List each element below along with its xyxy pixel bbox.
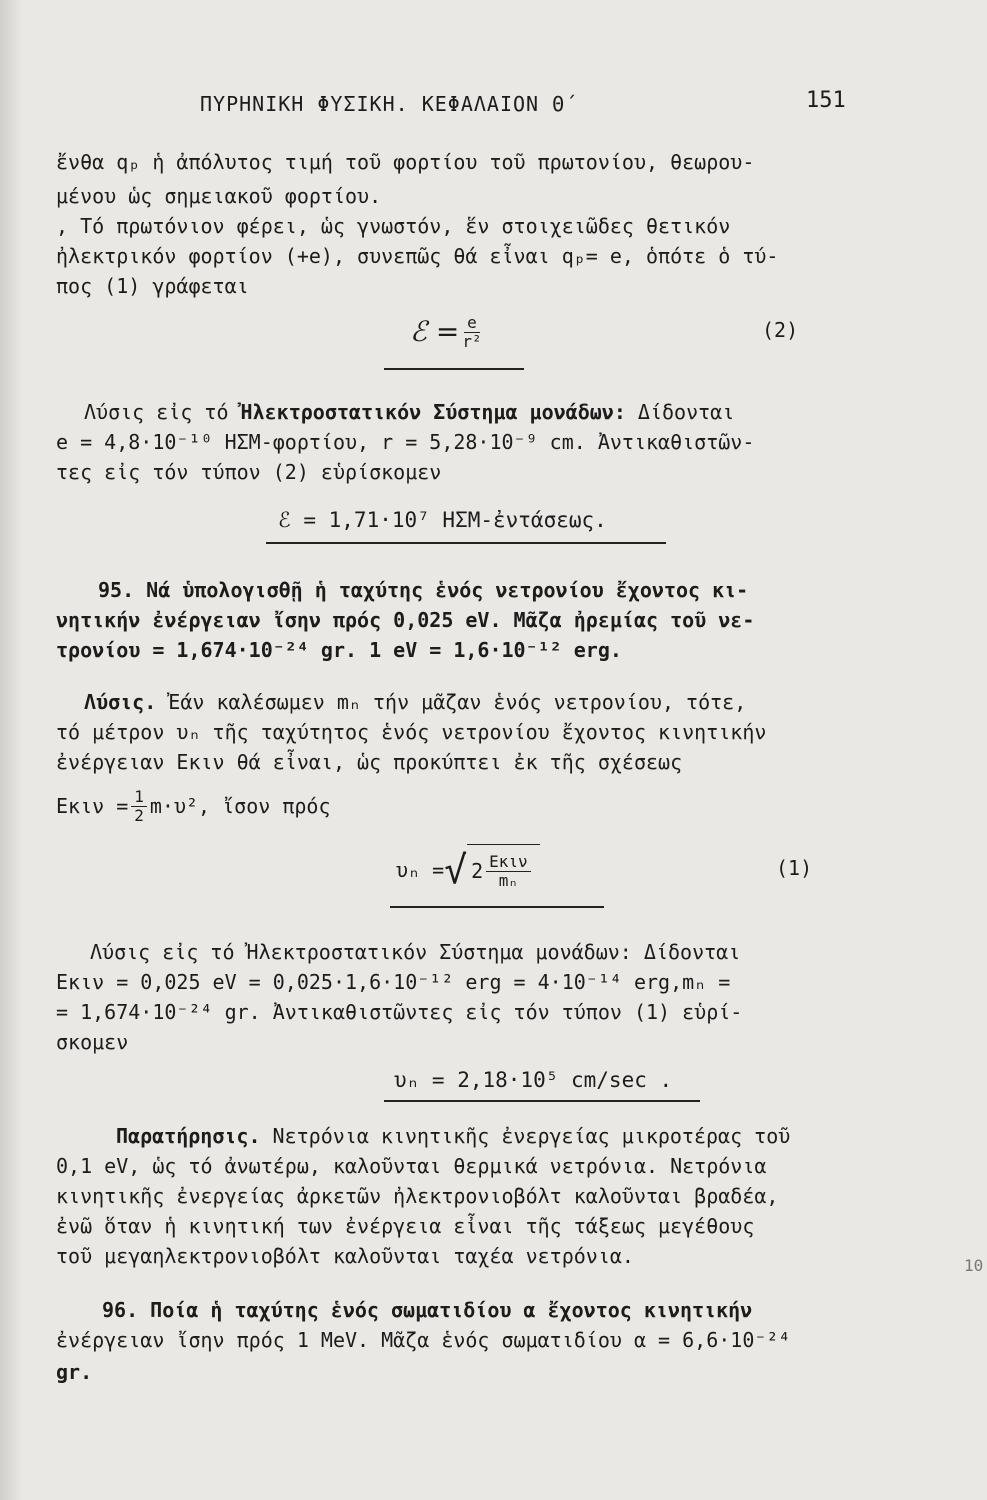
eq1-numerator: Eκιν [486,853,531,872]
given-label: Δίδονται [625,400,735,424]
solution-heading-2 [84,690,746,714]
equation-2 [410,312,485,352]
text-line: μένου ὡς σημειακοῦ φορτίου. [56,184,382,208]
text-line: ἐνῶ ὅταν ἡ κινητική των ἐνέργεια εἶναι τῆς τάξεως μεγέθους [56,1214,755,1238]
kinetic-energy-formula [56,786,331,826]
ek-numerator: 1 [131,788,147,807]
page-number: 151 [806,88,846,113]
ek-right: m·υ², ἴσον πρός [149,794,331,818]
result-underline [384,368,524,370]
eq2-denominator: r² [462,331,482,351]
remark-text: Νετρόνια κινητικῆς ἐνεργείας μικροτέρας τοῦ [260,1124,791,1148]
text-line: ἔνθα qₚ ἡ ἀπόλυτος τιμή τοῦ φορτίου τοῦ πρωτονίου, θεωρου- [56,150,755,174]
text-line: Eκιν = 0,025 eV = 0,025·1,6·10⁻¹² erg = 4·10⁻¹⁴ erg,mₙ = [56,970,731,994]
result-underline [266,542,666,544]
system-label: Λύσις εἰς τό Ἠλεκτροστατικόν Σύστημα μονάδων: [90,940,632,964]
square-root [444,844,539,895]
text-line: ἠλεκτρικόν φορτίον (+e), συνεπῶς θά εἶναι qₚ= e, ὁπότε ὁ τύ- [56,244,779,268]
text-line: τοῦ μεγαηλεκτρονιοβόλτ καλοῦνται ταχέα νετρόνια. [56,1244,634,1268]
system-label: Ἠλεκτροστατικόν Σύστημα μονάδων: [240,400,626,424]
radicand [467,844,540,895]
problem-96-line: 96. Ποία ἡ ταχύτης ἑνός σωματιδίου α ἔχοντος κινητικήν [102,1298,753,1322]
solution-heading-3 [90,940,740,964]
text-line: τες εἰς τόν τύπον (2) εὑρίσκομεν [56,460,442,484]
page-edge-shadow [0,0,22,1500]
result-underline [390,906,604,908]
text-line: πος (1) γράφεται [56,274,249,298]
problem-95-line: 95. Νά ὑπολογισθῇ ἡ ταχύτης ἑνός νετρονίου ἔχοντος κι- [98,578,749,602]
remark-heading [116,1124,790,1148]
eq1-fraction [486,853,531,890]
problem-96-line: gr. [56,1360,93,1384]
eq2-numerator: e [464,314,480,333]
solution-label: Λύσις. [84,690,157,714]
ek-denominator: 2 [134,805,144,825]
text-line: τό μέτρον υₙ τῆς ταχύτητος ἑνός νετρονίου ἔχοντος κινητικήν [56,720,767,744]
running-title: ΠΥΡΗΝΙΚΗ ΦΥΣΙΚΗ. ΚΕΦΑΛΑΙΟΝ Θ΄ [200,92,579,116]
problem-96-line: ἐνέργειαν ἴσην πρός 1 MeV. Μᾶζα ἑνός σωματιδίου α = 6,6·10⁻²⁴ [56,1328,791,1352]
eq2-left: ℰ = [410,315,460,348]
eq1-denominator: mₙ [498,870,518,890]
eq2-fraction [462,314,481,351]
text-line: σκομεν [56,1030,129,1054]
result-1: ℰ = 1,71·10⁷ ΗΣΜ-ἐντάσεως. [278,508,607,532]
equation-1-tag: (1) [776,856,813,880]
result-2: υₙ = 2,18·10⁵ cm/sec . [394,1068,673,1092]
eq1-coefficient: 2 [471,859,484,883]
text-line: κινητικῆς ἐνεργείας ἀρκετῶν ἠλεκτρονιοβόλτ καλοῦνται βραδέα, [56,1184,779,1208]
problem-95-line: τρονίου = 1,674·10⁻²⁴ gr. 1 eV = 1,6·10⁻¹² erg. [56,638,622,662]
eq1-left: υₙ = [396,857,445,882]
result-underline [384,1100,700,1102]
remark-label: Παρατήρησις. [116,1124,261,1148]
equation-1 [396,844,540,895]
ek-left: Eκιν = [56,794,129,818]
text-line: = 1,674·10⁻²⁴ gr. Ἀντικαθιστῶντες εἰς τόν τύπον (1) εὑρί- [56,1000,743,1024]
solution-heading-1 [84,400,734,424]
text-line: e = 4,8·10⁻¹⁰ ΗΣΜ-φορτίου, r = 5,28·10⁻⁹ cm. Ἀντικαθιστῶν- [56,430,755,454]
problem-95-line: νητικήν ἐνέργειαν ἴσην πρός 0,025 eV. Μᾶζα ἠρεμίας τοῦ νε- [56,608,755,632]
text-line: ἐνέργειαν Eκιν θά εἶναι, ὡς προκύπτει ἐκ τῆς σχέσεως [56,750,683,774]
given-label: Δίδονται [631,940,741,964]
text-line: 0,1 eV, ὡς τό ἀνωτέρω, καλοῦνται θερμικά νετρόνια. Νετρόνια [56,1154,767,1178]
ek-fraction [131,788,147,825]
margin-mark: 10 [964,1256,984,1275]
radical-sign: √ [444,847,468,892]
solution-text: Ἐάν καλέσωμεν mₙ τήν μᾶζαν ἑνός νετρονίου, τότε, [156,690,747,714]
text-line: , Τό πρωτόνιον φέρει, ὡς γνωστόν, ἕν στοιχειῶδες θετικόν [56,214,731,238]
solution-label: Λύσις εἰς τό [84,400,241,424]
equation-2-tag: (2) [762,318,799,342]
